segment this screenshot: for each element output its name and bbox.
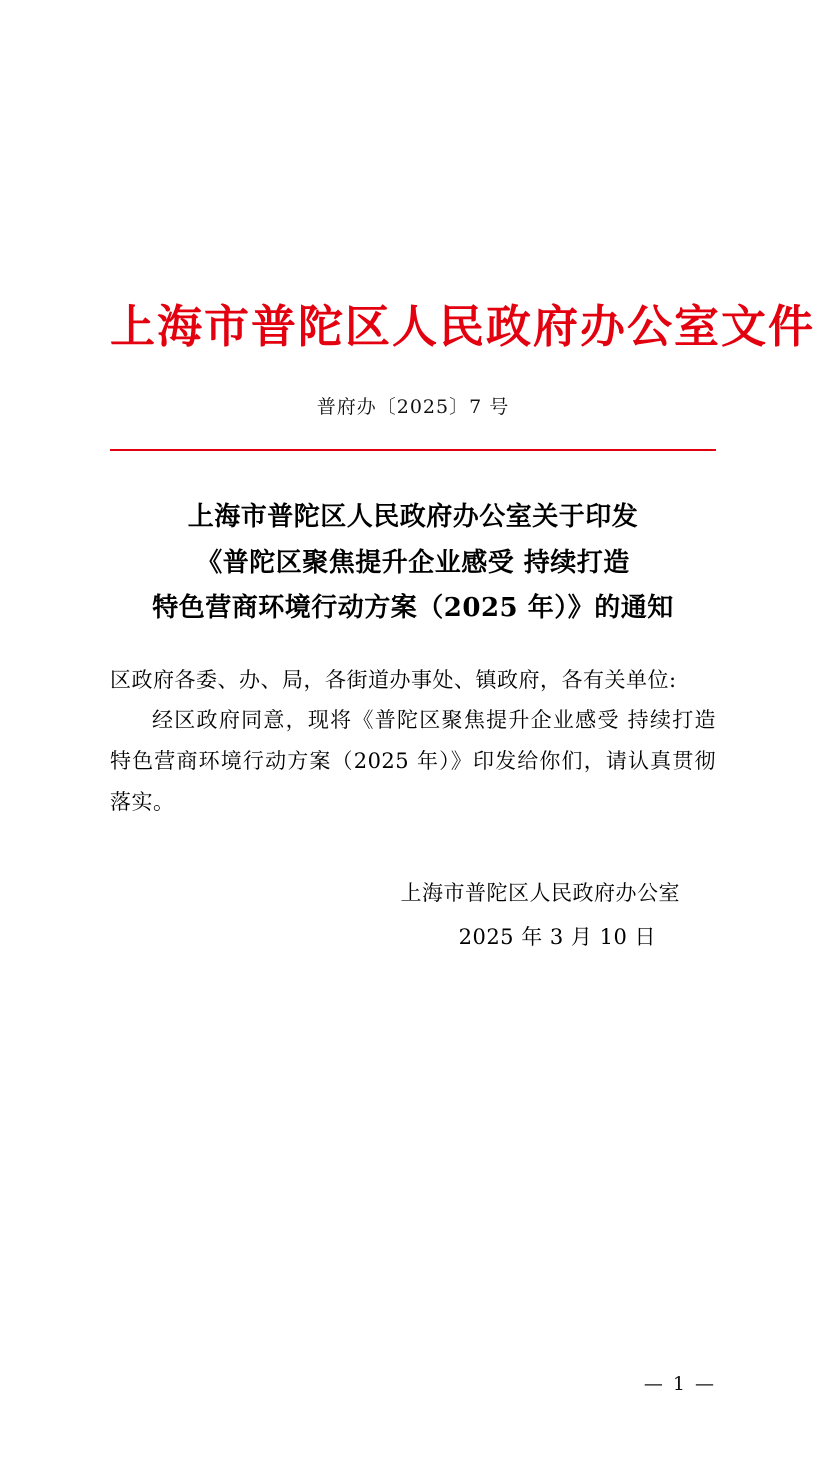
document-title-line-2: 《普陀区聚焦提升企业感受 持续打造 [196,547,630,578]
masthead [110,300,816,354]
document-page [0,300,826,1469]
masthead-title: 上海市普陀区人民政府办公室文件 [110,300,816,353]
document-title-line-3: 特色营商环境行动方案（2025 年）》的通知 [152,593,674,623]
signature-block [110,871,716,959]
signature-date: 2025 年 3 月 10 日 [458,925,656,950]
document-number: 普府办〔2025〕7 号 [316,396,510,418]
document-title [110,495,716,632]
document-title-line-1: 上海市普陀区人民政府办公室关于印发 [187,502,639,532]
red-divider-rule [110,449,716,451]
signature-organization: 上海市普陀区人民政府办公室 [400,881,680,906]
document-body [110,660,716,824]
salutation: 区政府各委、办、局，各街道办事处、镇政府，各有关单位: [110,667,677,692]
page-number: — 1 — [643,1373,716,1395]
body-paragraph: 经区政府同意，现将《普陀区聚焦提升企业感受 持续打造特色营商环境行动方案（2025 年）》印发给你们，请认真贯彻落实。 [110,708,716,815]
